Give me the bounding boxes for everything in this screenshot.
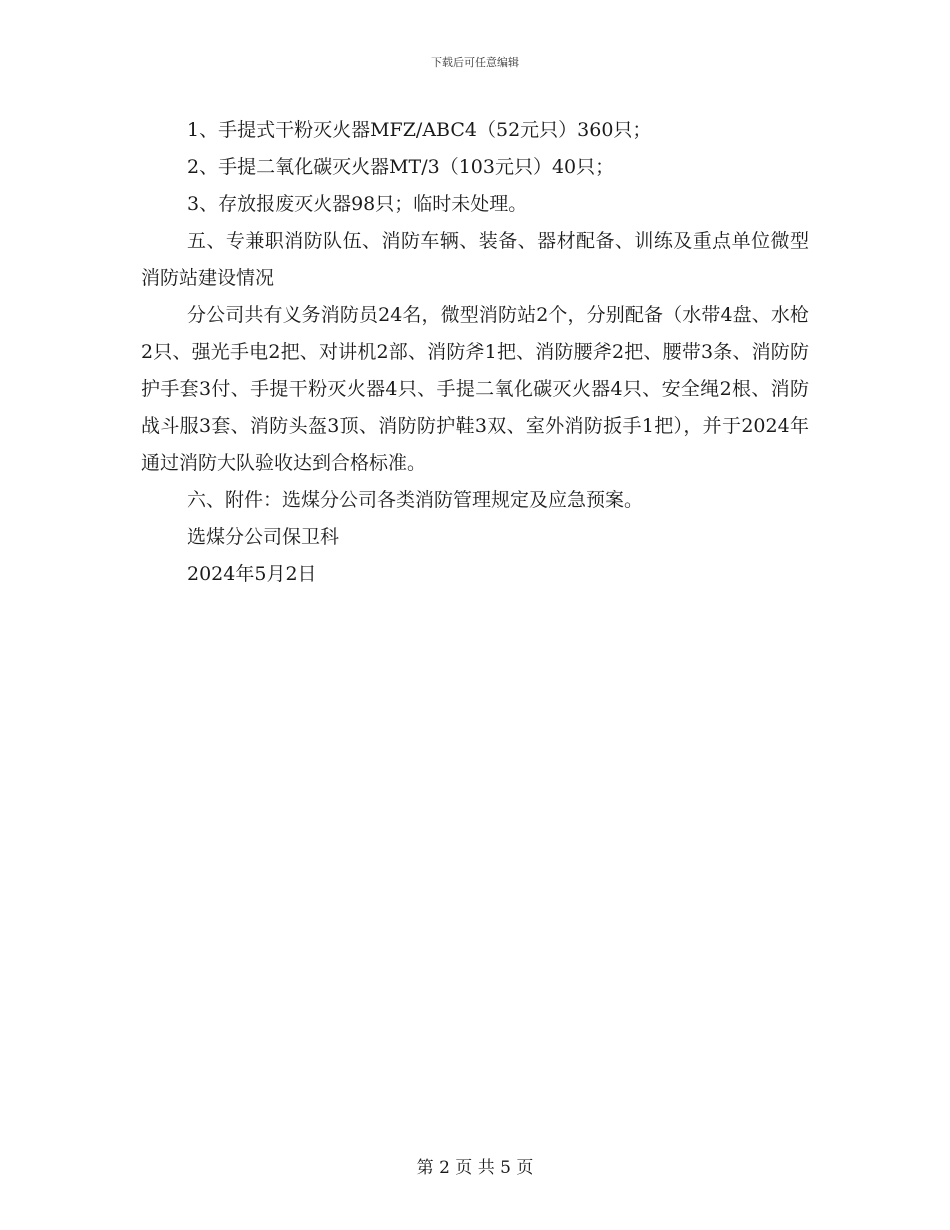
list-item-scrapped-extinguisher: 3、存放报废灭火器98只；临时未处理。 <box>187 193 528 215</box>
signature-department: 选煤分公司保卫科 <box>187 526 340 548</box>
page-header-note: 下载后可任意编辑 <box>431 56 519 69</box>
section-heading-five: 五、专兼职消防队伍、消防车辆、装备、器材配备、训练及重点单位微型消防站建设情况 <box>141 230 809 289</box>
document-body <box>141 112 809 593</box>
page-number-label: 第 2 页 共 5 页 <box>416 1158 534 1178</box>
section-heading-six: 六、附件：选煤分公司各类消防管理规定及应急预案。 <box>187 489 644 511</box>
paragraph-fire-station-equipment: 分公司共有义务消防员24名，微型消防站2个，分别配备（水带4盘、水枪2只、强光手电2把、对讲机2部、消防斧1把、消防腰斧2把、腰带3条、消防防护手套3付、手提干粉灭火器4只、手提二氧化碳灭火器4只、安全绳2根、消防战斗服3套、消防头盔3顶、消防防护鞋3双、室外消防扳手1把），并于2024年通过消防大队验收达到合格标准。 <box>141 304 809 474</box>
signature-date: 2024年5月2日 <box>187 563 317 585</box>
list-item-powder-extinguisher: 1、手提式干粉灭火器MFZ/ABC4（52元只）360只； <box>187 119 652 141</box>
list-item-co2-extinguisher: 2、手提二氧化碳灭火器MT/3（103元只）40只； <box>187 156 615 178</box>
page-footer <box>0 1153 950 1178</box>
